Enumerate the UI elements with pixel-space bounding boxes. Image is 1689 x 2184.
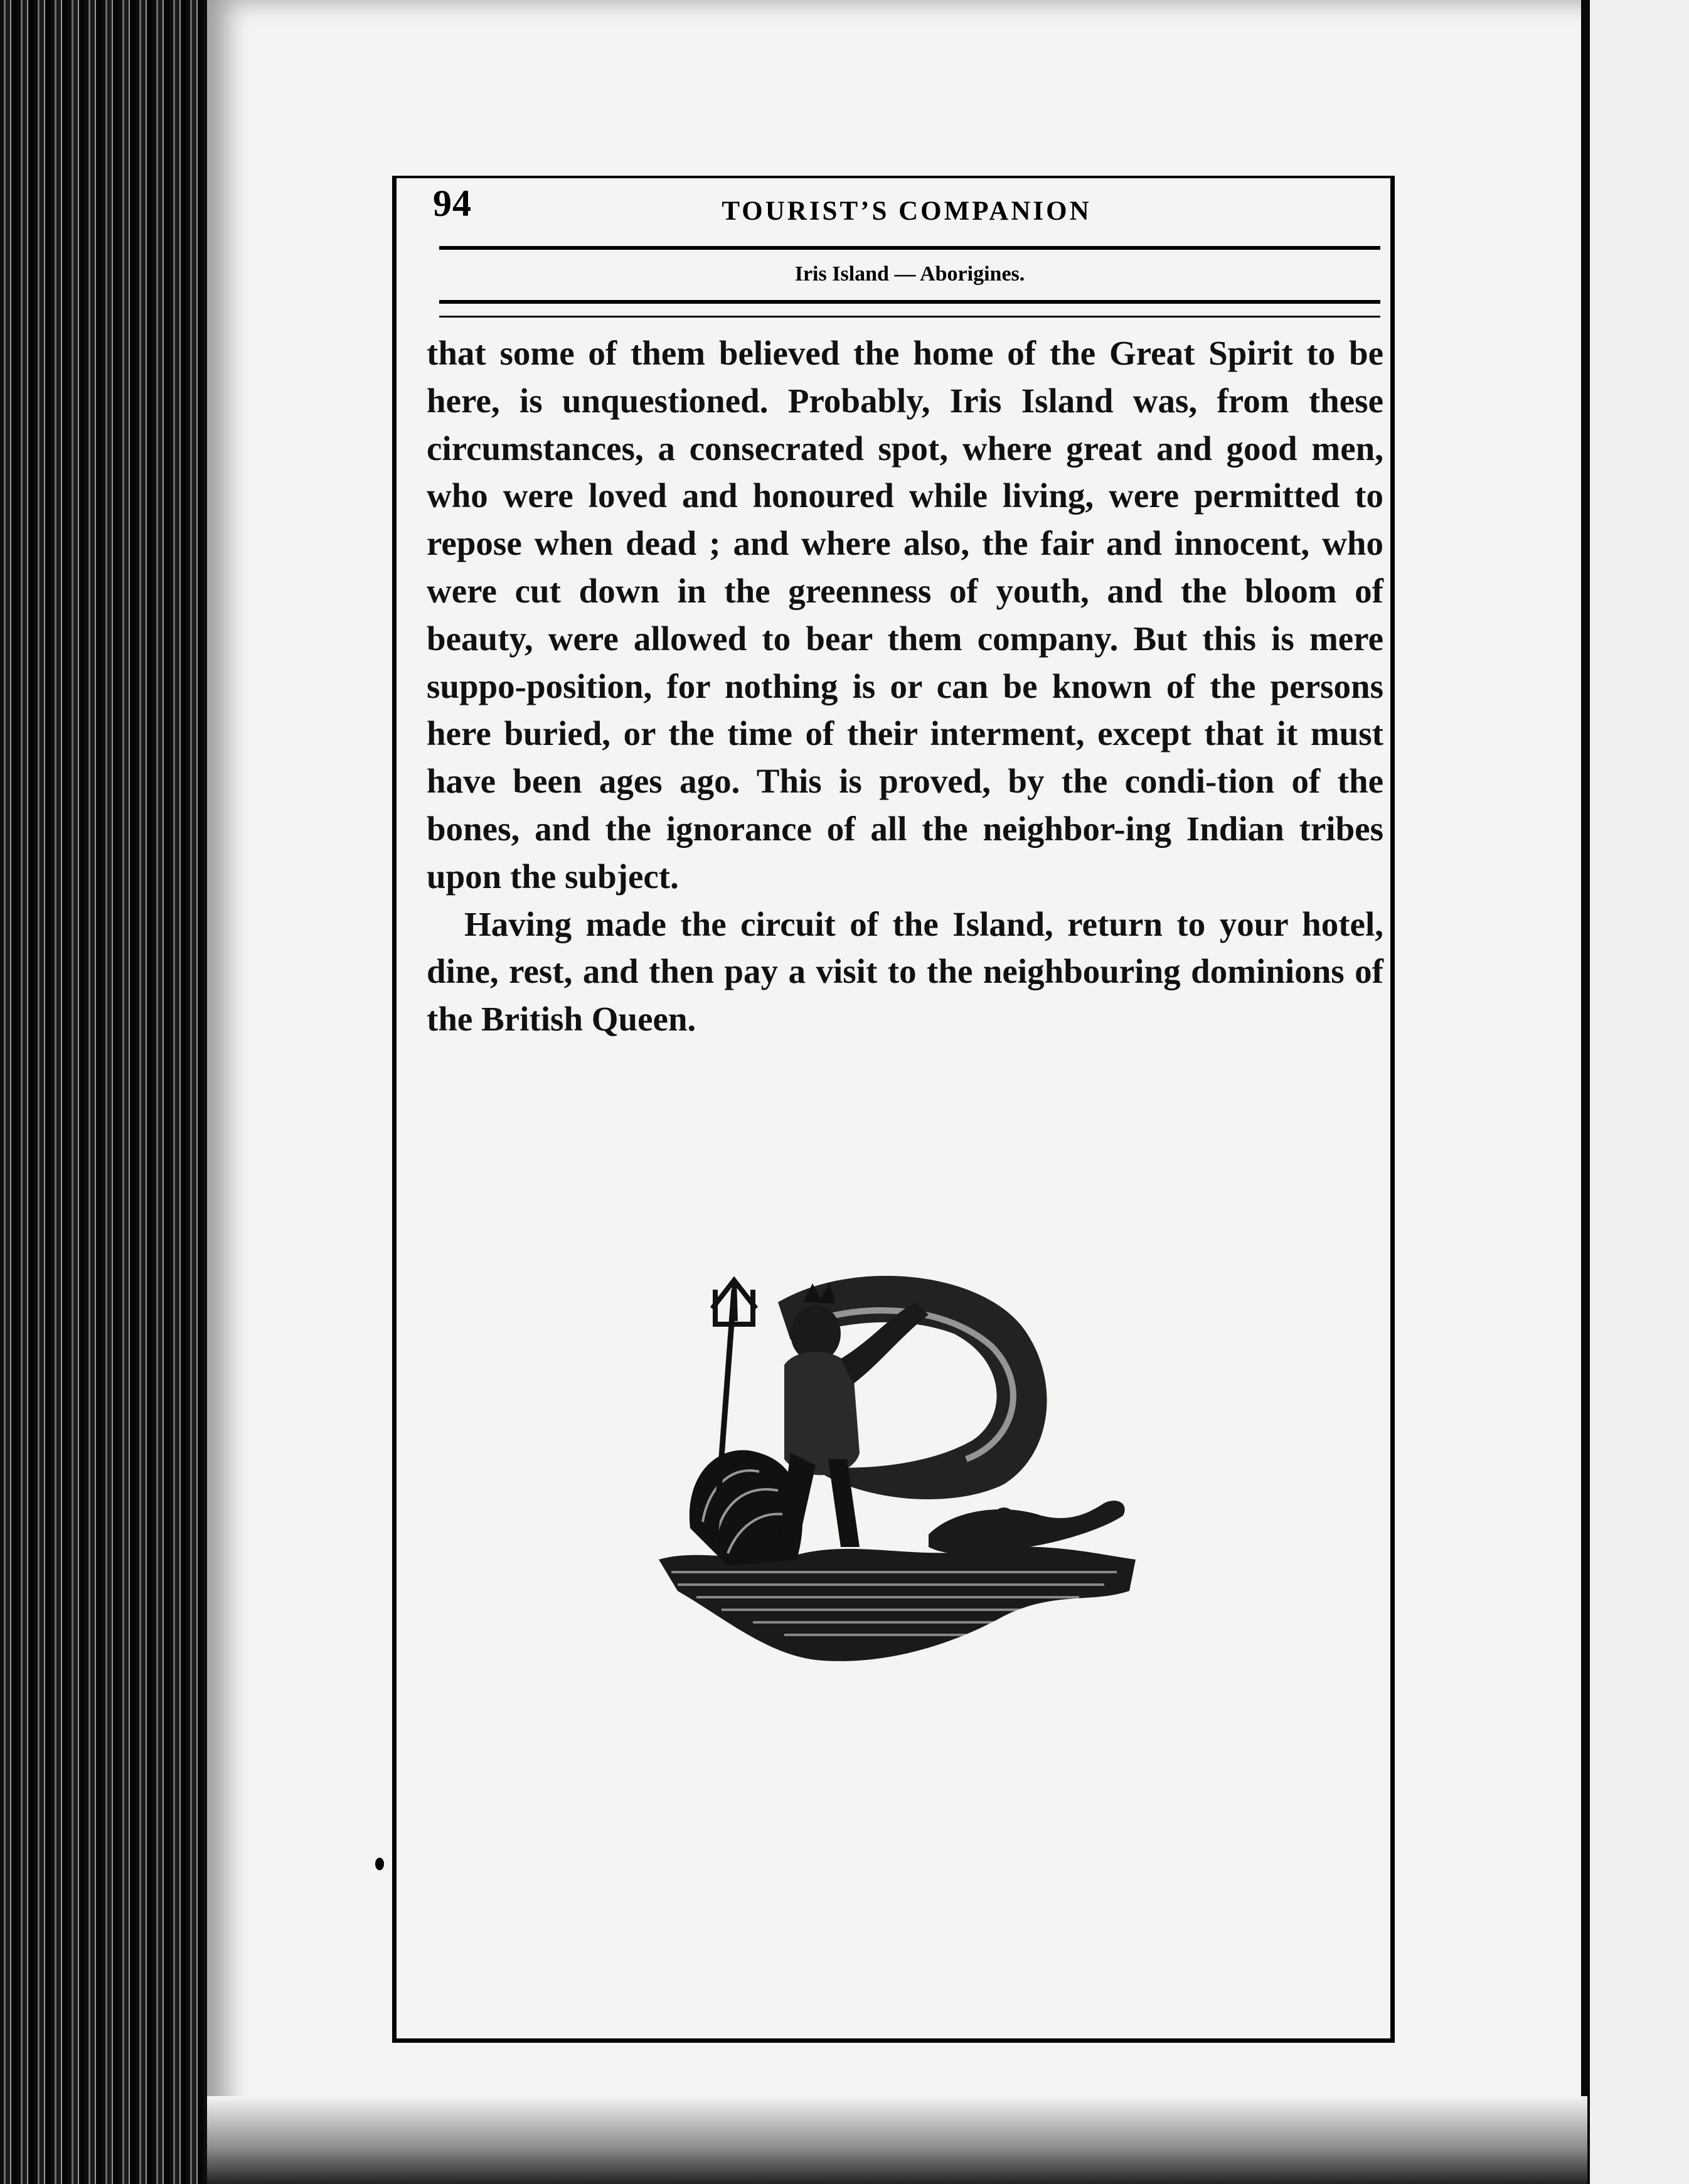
section-rule-thin	[439, 316, 1380, 318]
page-number: 94	[433, 183, 472, 224]
neptune-with-trident-on-waves-icon	[653, 1265, 1142, 1679]
running-title: TOURIST’S COMPANION	[722, 196, 1092, 226]
ink-mark	[375, 1858, 384, 1870]
book-edge-left	[0, 0, 226, 2184]
section-rule-thick	[439, 300, 1380, 304]
facing-page-edge	[1581, 0, 1689, 2184]
running-head	[433, 182, 1380, 232]
header-rule	[439, 246, 1380, 250]
section-heading: Iris Island — Aborigines.	[794, 262, 1025, 286]
paragraph: that some of them believed the home of the Great Spirit to be here, is unquestioned. Probably, Iris Island was, from these circumstances, a consecrated spot, where great and good men, who were loved and honoured while living, were permitted to repose when dead ; and where also, the fair and innocent, who were cut down in the greenness of youth, and the bloom of beauty, were allowed to bear them company. But this is mere suppo-position, for nothing is or can be known of the persons here buried, or the time of their interment, except that it must have been ages ago. This is proved, by the condi-tion of the bones, and the ignorance of all the neighbor-ing Indian tribes upon the subject.	[427, 334, 1383, 896]
body-text	[427, 329, 1383, 1043]
paragraph: Having made the circuit of the Island, return to your hotel, dine, rest, and then pay a visit to the neighbouring dominions of the British Queen.	[427, 904, 1383, 1039]
page-bottom-shadow	[207, 2096, 1587, 2184]
